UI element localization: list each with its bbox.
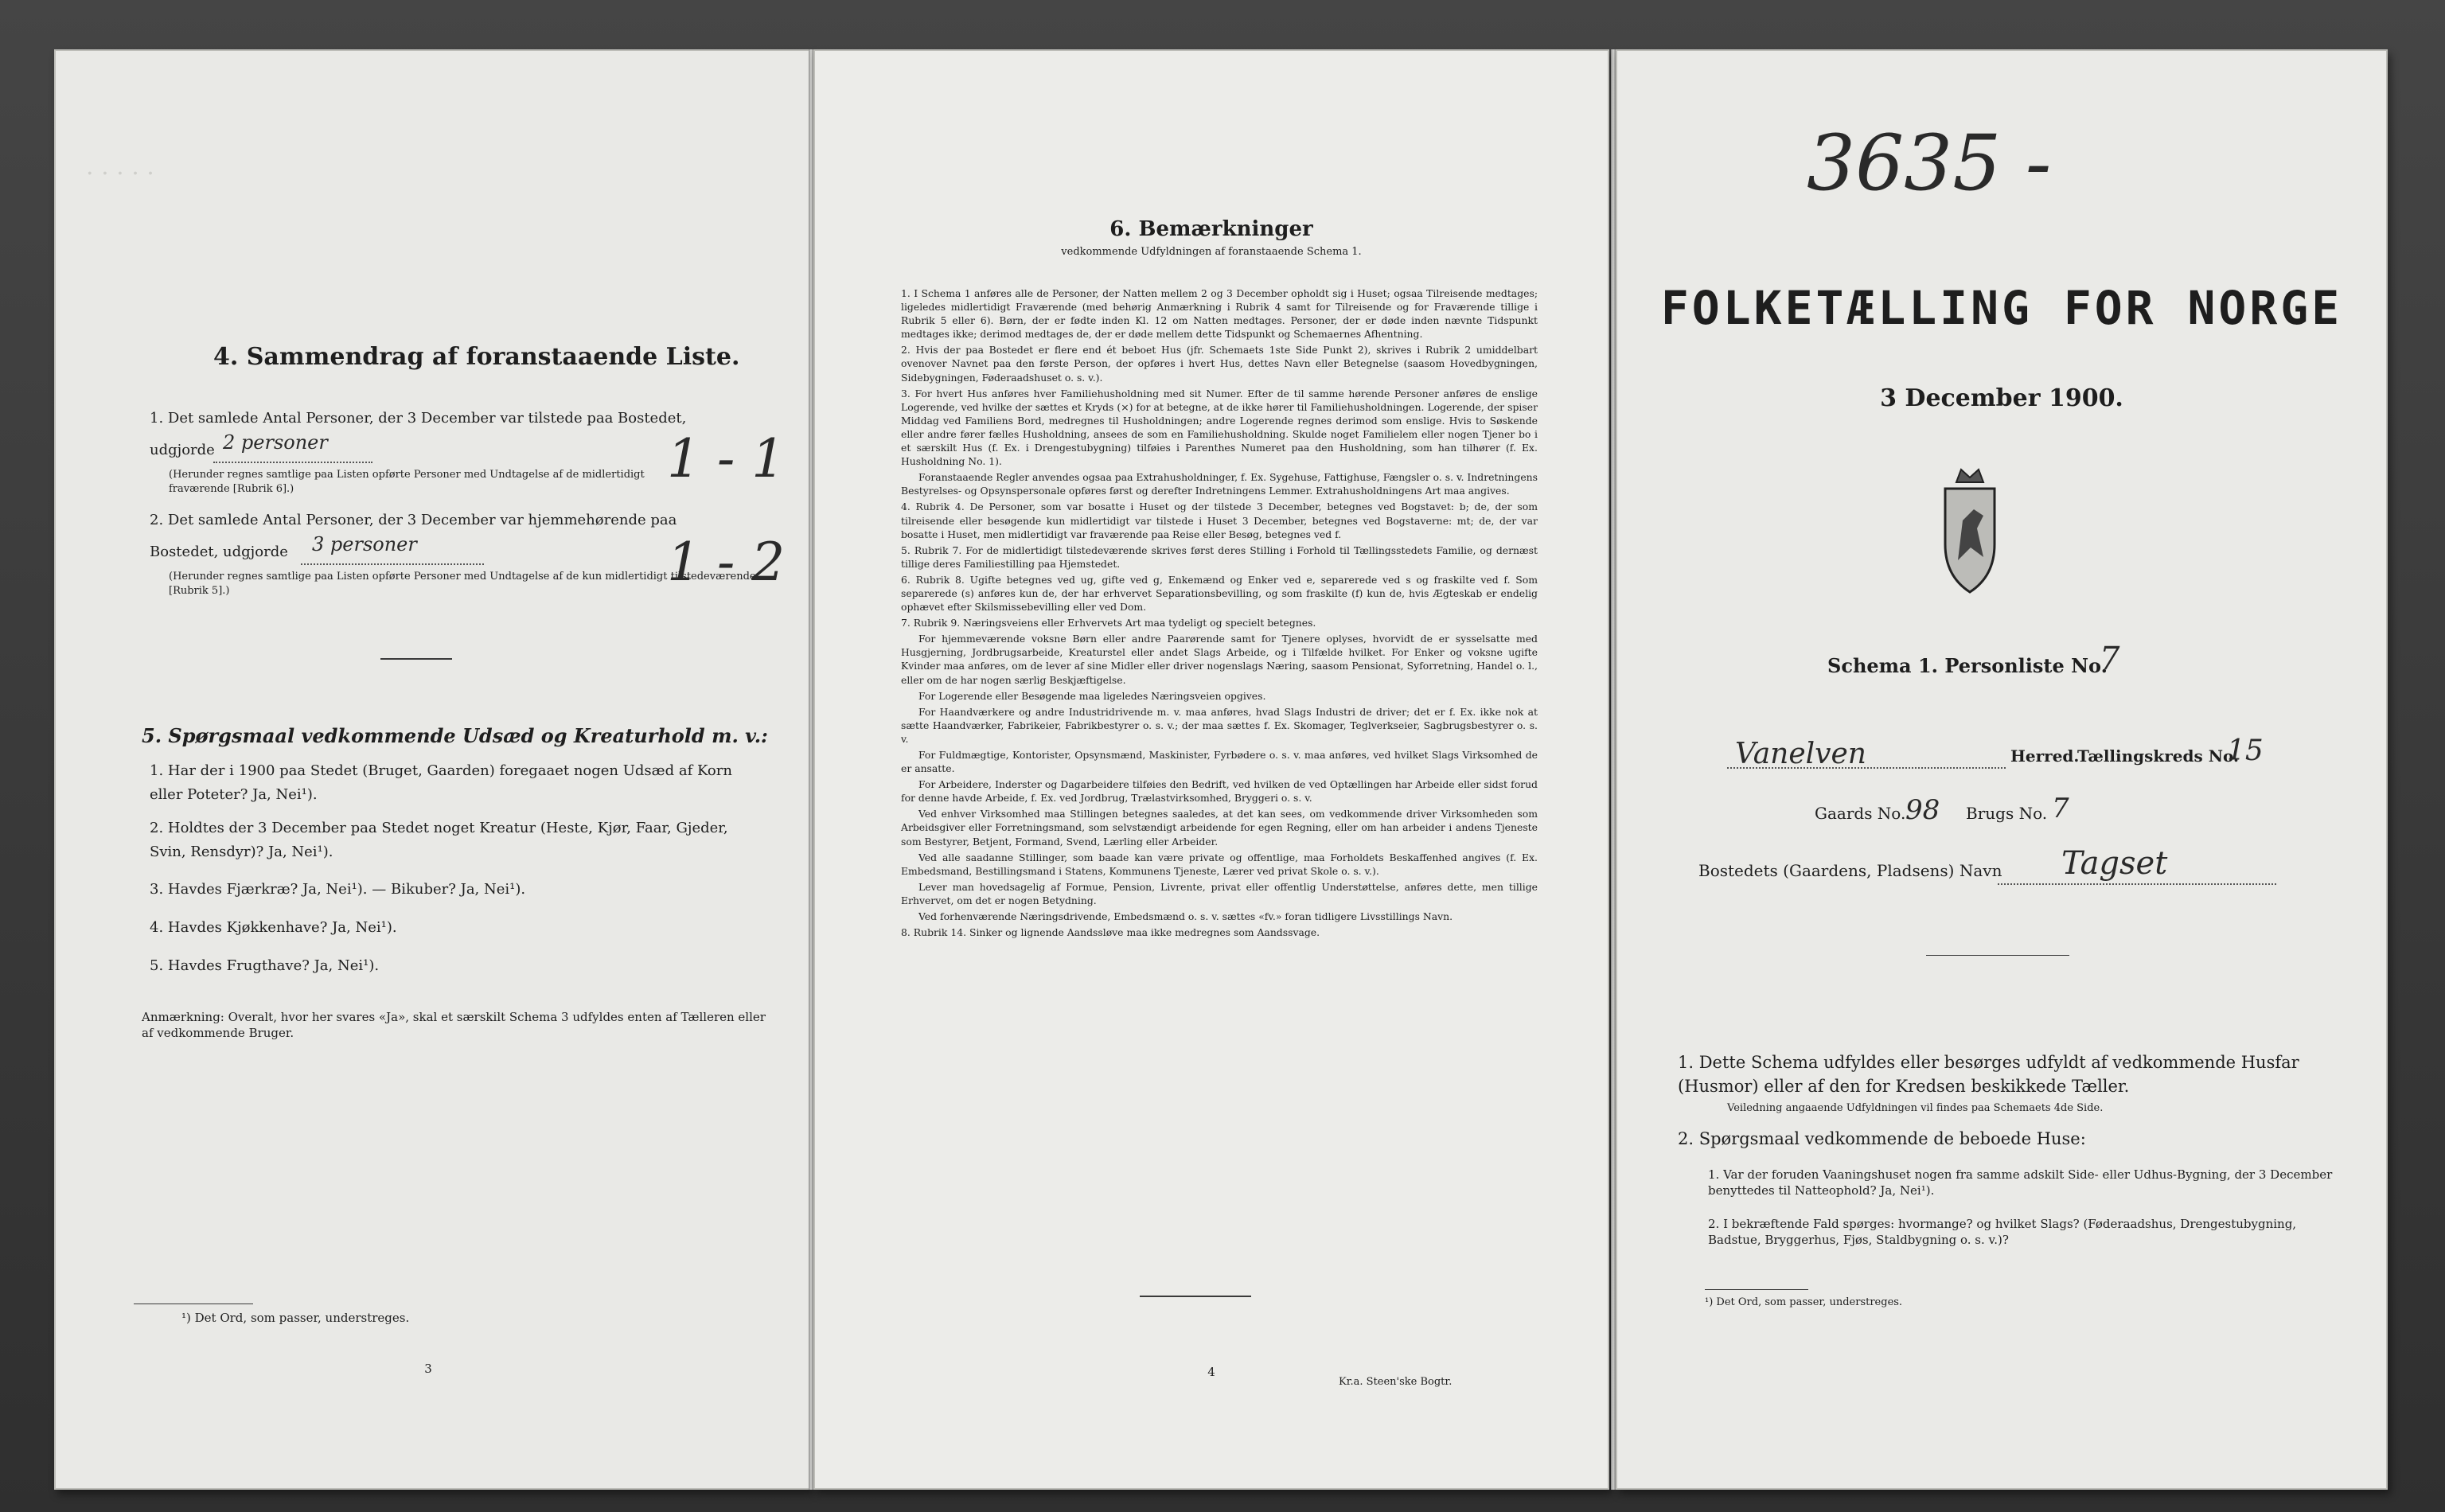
- s5-question-5: 5. Havdes Frugthave? Ja, Nei¹).: [150, 957, 380, 974]
- remark-item: For Logerende eller Besøgende maa ligeledes Næringsveien opgives.: [918, 689, 1266, 702]
- remark-item: Lever man hovedsagelig af Formue, Pension, Livrente, privat eller offentlig Understøttelse, anføres dette, men tillige Erhvervet, om det er nogen Betydning.: [901, 880, 1538, 906]
- remark-item: For hjemmeværende voksne Børn eller andre Paarørende samt for Tjenere oplyses, hvorvidt de er sysselsatte med Husgjerning, Jordbrugsarbeide, Kreaturstel eller andet Slags Arbeide, og i Tilfælde hvilket. For Enker og voksne ugifte Kvinder maa anføres, om de lever af sine Midler eller driver nogenslags Næring, saasom Pensionat, Syforretning, Handel o. l., eller om de har nogen særlig Beskjæftigelse.: [901, 633, 1538, 686]
- q1-note: (Herunder regnes samtlige paa Listen opførte Personer med Undtagelse af de midlertidigt fraværende [Rubrik 6].): [169, 469, 645, 495]
- remark-item: 8. Rubrik 14. Sinker og lignende Aandssløve maa ikke medregnes som Aandssvage.: [901, 926, 1320, 939]
- schema-label: Schema 1. Personliste No.: [1827, 654, 2108, 677]
- census-date: 3 December 1900.: [1880, 384, 2123, 412]
- gaards-number: 98: [1905, 794, 1940, 826]
- right-footnote-rule: [1705, 1289, 1808, 1290]
- herred-value: Vanelven: [1735, 738, 1866, 770]
- kreds-number: 15: [2227, 735, 2264, 767]
- q2-dotted-line: [301, 562, 484, 565]
- section4-title: 4. Sammendrag af foranstaaende Liste.: [213, 343, 740, 371]
- instruction-1-note: Veiledning angaaende Udfyldningen vil findes paa Schemaets 4de Side.: [1727, 1102, 2104, 1114]
- remarks-title: 6. Bemærkninger: [1109, 217, 1313, 241]
- instruction-1: 1. Dette Schema udfyldes eller besørges udfyldt af vedkommende Husfar (Husmor) eller af den for Kredsen beskikkede Tæller.: [1678, 1053, 2299, 1096]
- remark-item: Ved enhver Virksomhed maa Stillingen betegnes saaledes, at det kan sees, om vedkommende driver Virksomheden som Arbeidsgiver eller Forretningsmand, som selvstændigt arbeidende for egen Regning, eller om han arbeider i andens Tjeneste som Bestyrer, Betjent, Formand, Svend, Lærling eller Arbeider.: [901, 808, 1538, 848]
- instruction-2-question-1: 1. Var der foruden Vaaningshuset nogen fra samme adskilt Side- eller Udhus-Bygning, der 3 December benyttedes til Natteophold? Ja, Nei¹).: [1708, 1167, 2333, 1198]
- norway-coat-of-arms-icon: [1934, 465, 2006, 600]
- remark-item: Foranstaaende Regler anvendes ogsaa paa Extrahusholdninger, f. Ex. Sygehuse, Fattighuse, Fængsler o. s. v. Indretningens Bestyrelses- og Opsynspersonale opføres først og derefter Indretningens Lemmer. Extrahusholdningens Art maa angives.: [901, 471, 1538, 497]
- brugs-number: 7: [2052, 793, 2069, 824]
- gaards-label: Gaards No.: [1815, 804, 1906, 823]
- herred-label: Herred.: [2010, 746, 2080, 766]
- q2-line1: 2. Det samlede Antal Personer, der 3 December var hjemmehørende paa: [150, 512, 677, 528]
- brugs-label: Brugs No.: [1966, 804, 2048, 823]
- q2-handwritten-count: 3 personer: [312, 533, 417, 555]
- section-divider: [380, 658, 452, 660]
- remarks-end-rule: [1140, 1296, 1251, 1297]
- remark-item: Ved forhenværende Næringsdrivende, Embedsmænd o. s. v. sættes «fv.» foran tidligere Livsstillings Navn.: [918, 910, 1453, 923]
- anmerkning-note: Anmærkning: Overalt, hvor her svares «Ja», skal et særskilt Schema 3 udfyldes enten af Tælleren eller af vedkommende Bruger.: [142, 1010, 766, 1040]
- q1-dotted-line: [213, 460, 372, 463]
- s5-question-3: 3. Havdes Fjærkræ? Ja, Nei¹). — Bikuber? Ja, Nei¹).: [150, 881, 526, 898]
- right-page: [1616, 49, 2388, 1490]
- kreds-label: Tællingskreds No.: [2077, 746, 2239, 766]
- archive-number: 3635 -: [1807, 119, 2052, 208]
- remark-item: 1. I Schema 1 anføres alle de Personer, der Natten mellem 2 og 3 December opholdt sig i Huset; ogsaa Tilreisende medtages; ligeledes midlertidigt Fraværende (med behørig Anmærkning i Rubrik 4 samt for Tilreisende og for Fraværende tillige i Rubrik 5 eller 6). Børn, der er fødte inden Kl. 12 om Natten medtages. Personer, der er døde inden nævnte Tidspunkt medtages ikke; derimod medtages de, der er døde mellem dette Tidspunkt og Schemaernes Afhentning.: [901, 287, 1538, 341]
- remark-item: Ved alle saadanne Stillinger, som baade kan være private og offentlige, maa Forholdets Beskaffenhed angives (f. Ex. Embedsmand, Bestillingsmand i Statens, Kommunens Tjeneste, Lærer ved privat Skole o. s. v.).: [901, 851, 1538, 877]
- census-title: FOLKETÆLLING FOR NORGE: [1660, 281, 2343, 335]
- bosted-value: Tagset: [2061, 845, 2168, 882]
- remark-item: 4. Rubrik 4. De Personer, som var bosatte i Huset og der tilstede 3 December, betegnes ved Bogstavet: b; de, der som tilreisende eller besøgende kun midlertidigt var tilstede i Huset 3 December, betegnes ved Bogstaverne: mt; de, der var bosatte i Huset, men midlertidigt var fraværende paa Reise eller Besøg, betegnes ved f.: [901, 501, 1538, 540]
- instruction-2-question-2: 2. I bekræftende Fald spørges: hvormange? og hvilket Slags? (Føderaadshus, Drengestubygning, Badstue, Bryggerhus, Fjøs, Staldbygning o. s. v.)?: [1708, 1217, 2297, 1247]
- s5-question-2: 2. Holdtes der 3 December paa Stedet noget Kreatur (Heste, Kjør, Faar, Gjeder, Svin, Rensdyr)? Ja, Nei¹).: [150, 820, 728, 860]
- herred-dotted-line: [1727, 766, 2006, 769]
- schema-number: 7: [2100, 641, 2120, 677]
- footnote: ¹) Det Ord, som passer, understreges.: [181, 1311, 410, 1325]
- right-footnote: ¹) Det Ord, som passer, understreges.: [1705, 1296, 1903, 1308]
- remark-item: For Arbeidere, Inderster og Dagarbeidere tilføies den Bedrift, ved hvilken de ved Optællingen har Arbeide eller sidst forud for denne havde Arbeide, f. Ex. ved Jordbrug, Trælastvirksomhed, Bryggeri o. s. v.: [901, 778, 1538, 805]
- q1-prefix: udgjorde: [150, 442, 215, 458]
- remark-item: 7. Rubrik 9. Næringsveiens eller Erhvervets Art maa tydeligt og specielt betegnes.: [901, 617, 1316, 629]
- middle-page: [813, 49, 1609, 1490]
- bleed-through-text: . . . . .: [86, 153, 154, 181]
- right-divider: [1926, 955, 2069, 956]
- remark-item: 2. Hvis der paa Bostedet er flere end ét beboet Hus (jfr. Schemaets 1ste Side Punkt 2), skrives i Rubrik 2 umiddelbart ovenover Navnet paa den første Person, der opføres i hvert Hus, dettes Navn eller Betegnelse (saasom Hovedbygningen, Sidebygningen, Føderaadshuset o. s. v.).: [901, 344, 1538, 384]
- section5-title: 5. Spørgsmaal vedkommende Udsæd og Kreaturhold m. v.:: [142, 724, 768, 747]
- remarks-subtitle: vedkommende Udfyldningen af foranstaaende Schema 1.: [1061, 246, 1362, 258]
- page-number-3: 3: [424, 1362, 432, 1376]
- remark-item: 6. Rubrik 8. Ugifte betegnes ved ug, gifte ved g, Enkemænd og Enker ved e, separerede ved s og fraskilte ved f. Som separerede (s) anføres kun de, der har erhvervet Separationsbevilling, og som fraskilte (f) kun de, hvis Ægteskab er endelig ophævet efter Skilsmissebevilling eller ved Dom.: [901, 573, 1538, 614]
- page-number-4: 4: [1207, 1365, 1215, 1379]
- left-page: [54, 49, 810, 1490]
- remarks-list: [901, 286, 1538, 941]
- bosted-label: Bostedets (Gaardens, Pladsens) Navn: [1698, 861, 2002, 880]
- bosted-dotted-line: [1998, 882, 2276, 885]
- remark-item: For Haandværkere og andre Industridrivende m. v. maa anføres, hvad Slags Industri de driver; det er f. Ex. ikke nok at sætte Haandværker, Fabrikeier, Fabrikbestyrer o. s. v.; der maa sættes f. Ex. Skomager, Teglverkseier, Sagbrugsbestyrer o. s. v.: [901, 705, 1538, 745]
- s5-question-1: 1. Har der i 1900 paa Stedet (Bruget, Gaarden) foregaaet nogen Udsæd af Korn eller Poteter? Ja, Nei¹).: [150, 762, 732, 803]
- q2-note: (Herunder regnes samtlige paa Listen opførte Personer med Undtagelse af de kun midlertidigt tilstedeværende [Rubrik 5].): [169, 571, 756, 597]
- remark-item: 3. For hvert Hus anføres hver Familiehusholdning med sit Numer. Efter de til samme hørende Personer anføres de enslige Logerende, ved hvilke der sættes et Kryds (×) for at betegne, at de ikke hører til Familiehusholdningen. Logerende, der spiser Middag ved Familiens Bord, medregnes til Husholdningen; andre Logerende regnes derimod som enslige. Hvis to Søskende eller andre fører fælles Husholdning, ansees de som en Familiehusholdning. Skulde noget Familielem eller nogen Tjener bo i et særskilt Hus (f. Ex. i Drengestubygning) tilføies i Parenthes Numeret paa den Husholdning, som han tilhører (f. Ex. Husholdning No. 1).: [901, 387, 1538, 468]
- q1-handwritten-count: 2 personer: [223, 431, 328, 454]
- instruction-2: 2. Spørgsmaal vedkommende de beboede Huse:: [1678, 1129, 2086, 1148]
- q2-tally: 1 - 2: [667, 532, 786, 593]
- remark-item: For Fuldmægtige, Kontorister, Opsynsmænd, Maskinister, Fyrbødere o. s. v. maa anføres, ved hvilket Slags Virksomhed de er ansatte.: [901, 749, 1538, 775]
- remark-item: 5. Rubrik 7. For de midlertidigt tilstedeværende skrives først deres Stilling i Forhold til Tællingsstedets Familie, og dernæst tillige deres Familiestilling paa Hjemstedet.: [901, 544, 1538, 570]
- q1-tally: 1 - 1: [667, 428, 786, 489]
- q2-prefix: Bostedet, udgjorde: [150, 544, 288, 560]
- s5-question-4: 4. Havdes Kjøkkenhave? Ja, Nei¹).: [150, 919, 397, 936]
- printer-imprint: Kr.a. Steen'ske Bogtr.: [1339, 1376, 1453, 1388]
- q1-line1: 1. Det samlede Antal Personer, der 3 December var tilstede paa Bostedet,: [150, 410, 687, 427]
